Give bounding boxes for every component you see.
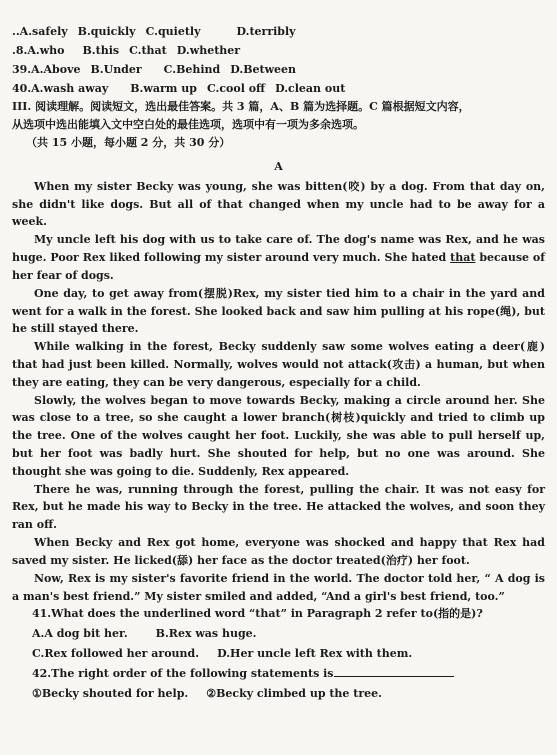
section-line: 从选项中选出能填入文中空白处的最佳选项，选项中有一项为多余选项。 xyxy=(12,118,364,131)
options-block xyxy=(12,22,545,98)
question-42-statements xyxy=(12,685,545,705)
option-row xyxy=(12,60,545,79)
passage-body xyxy=(12,178,545,606)
statement-2: ②Becky climbed up the tree. xyxy=(206,687,382,701)
option-num: .. xyxy=(12,24,20,38)
passage-title: A xyxy=(274,160,283,173)
paragraph: Slowly, the wolves began to move towards Becky, making a circle around her. She was close to a tree, so she caught a lower branch(树枝)quickly and tried to climb up the tree. One of the wolves caught her foot. Luckily, she was able to pull herself up, but her foot was badly hurt. She shouted for help, but no one was around. She thought she was going to die. Suddenly, Rex appeared. xyxy=(12,393,545,478)
paragraph: There he was, running through the forest, pulling the chair. It was not easy for Rex, but he made his way to Becky in the tree. He attacked the wolves, and soon they ran off. xyxy=(12,482,545,532)
section-instructions xyxy=(12,98,545,154)
option-b: B.Under xyxy=(90,62,142,76)
paragraph: Now, Rex is my sister's favorite friend in the world. The doctor told her, “ A dog is a man's best friend.” My sister smiled and added, “And a girl's best friend, too.” xyxy=(12,571,545,603)
answer-blank xyxy=(334,665,454,677)
option-c: C.quietly xyxy=(145,24,201,38)
option-a: A.wash away xyxy=(31,81,109,95)
option-num: 40. xyxy=(12,81,32,95)
option-d: D.whether xyxy=(176,43,241,57)
paragraph-2 xyxy=(12,231,545,284)
option-num: 39. xyxy=(12,62,32,76)
choice-b: B.Rex was huge. xyxy=(155,627,257,641)
option-a: A.safely xyxy=(19,24,68,38)
option-c: C.Behind xyxy=(163,62,221,76)
statement-1: ①Becky shouted for help. xyxy=(32,687,189,701)
option-row xyxy=(12,41,545,60)
paragraph-text: because of her fear of dogs. xyxy=(12,251,545,282)
paragraph: While walking in the forest, Becky suddenly saw some wolves eating a deer(鹿) that had just been killed. Normally, wolves would not attack(攻击) a human, but when they are eating, they can be very dangerous, especially for a child. xyxy=(12,340,545,389)
option-a: A.who xyxy=(27,43,65,57)
paragraph: When my sister Becky was young, she was bitten(咬) by a dog. From that day on, she didn't like dogs. But all of that changed when my uncle had to be away for a week. xyxy=(12,179,545,229)
option-b: B.warm up xyxy=(130,81,197,95)
paragraph: When Becky and Rex got home, everyone was shocked and happy that Rex had saved my sister. He licked(舔) her face as the doctor treated(治疗) her foot. xyxy=(12,536,545,567)
option-a: A.Above xyxy=(31,62,81,76)
question-42 xyxy=(12,665,545,685)
option-d: D.Between xyxy=(230,62,297,76)
question-41-options xyxy=(12,645,545,665)
question-42-text: 42.The right order of the following statements is xyxy=(32,667,334,681)
choice-a: A.A dog bit her. xyxy=(32,627,128,641)
question-41: 41.What does the underlined word “that” in Paragraph 2 refer to(指的是)? xyxy=(32,607,483,621)
paragraph: One day, to get away from(摆脱)Rex, my sister tied him to a chair in the yard and went for a walk in the forest. She looked back and saw him pulling at his rope(绳), but he still stayed there. xyxy=(12,286,545,336)
option-b: B.this xyxy=(82,43,120,57)
underlined-word: that xyxy=(450,251,476,265)
option-row xyxy=(12,22,545,41)
option-c: C.that xyxy=(129,43,167,57)
option-d: D.clean out xyxy=(275,81,346,95)
option-num: .8. xyxy=(12,43,28,57)
option-c: C.cool off xyxy=(206,81,266,95)
questions-block xyxy=(12,605,545,705)
option-row xyxy=(12,79,545,98)
option-b: B.quickly xyxy=(77,24,136,38)
choice-c: C.Rex followed her around. xyxy=(32,647,200,661)
option-d: D.terribly xyxy=(236,24,296,38)
section-scoring: （共 15 小题，每小题 2 分，共 30 分） xyxy=(26,136,231,149)
question-41-options xyxy=(12,625,545,645)
choice-d: D.Her uncle left Rex with them. xyxy=(217,647,413,661)
section-line: III. 阅读理解。阅读短文，选出最佳答案。共 3 篇，A、B 篇为选择题。C 篇根据短文内容， xyxy=(12,100,470,113)
paragraph-text: My uncle left his dog with us to take care of. The dog's name was Rex, and he was huge. Poor Rex liked following my sister around very much. She hated xyxy=(12,233,545,265)
